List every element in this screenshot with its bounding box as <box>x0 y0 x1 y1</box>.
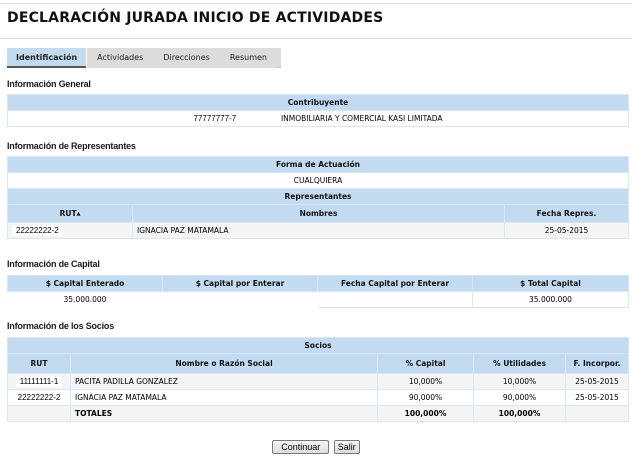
col-fecha-repres[interactable]: Fecha Repres. <box>505 205 629 223</box>
salir-button[interactable]: Salir <box>334 440 360 454</box>
tab-direcciones[interactable]: Direcciones <box>153 48 220 68</box>
tab-actividades[interactable]: Actividades <box>87 48 153 68</box>
contribuyente-name: INMOBILIARIA Y COMERCIAL KASI LIMITADA <box>280 114 443 123</box>
tab-identificacion[interactable]: Identificación <box>7 48 86 68</box>
contribuyente-header: Contribuyente <box>8 95 629 111</box>
representantes-header: Representantes <box>8 189 629 205</box>
rep-fecha: 25-05-2015 <box>505 223 629 239</box>
socio-rut: 22222222-2 <box>8 390 71 406</box>
section-title-socios: Información de los Socios <box>7 321 115 331</box>
tab-bar <box>7 48 281 68</box>
col-nombres[interactable]: Nombres <box>133 205 505 223</box>
section-title-capital: Información de Capital <box>7 259 100 269</box>
section-title-representantes: Información de Representantes <box>7 141 136 151</box>
capital-por-enterar-value <box>163 292 318 308</box>
socio-fecha: 25-05-2015 <box>566 390 629 406</box>
sort-asc-icon: ▲ <box>76 211 81 217</box>
col-socio-rut: RUT <box>8 354 71 374</box>
socio-capital: 90,000% <box>378 390 474 406</box>
tab-resumen[interactable]: Resumen <box>220 48 277 68</box>
col-socio-utilidades: % Utilidades <box>474 354 566 374</box>
action-buttons <box>0 440 632 454</box>
title-divider <box>0 38 632 39</box>
col-capital-enterado: $ Capital Enterado <box>8 276 163 292</box>
col-total-capital: $ Total Capital <box>473 276 629 292</box>
socio-nombre: PACITA PADILLA GONZALEZ <box>71 374 378 390</box>
table-row <box>8 223 629 239</box>
socio-fecha: 25-05-2015 <box>566 374 629 390</box>
contribuyente-rut: 77777777-7 <box>193 114 237 123</box>
socio-utilidades: 10,000% <box>474 374 566 390</box>
totals-label: TOTALES <box>71 406 378 422</box>
rep-rut: 22222222-2 <box>8 223 133 239</box>
socio-utilidades: 90,000% <box>474 390 566 406</box>
rep-nombre: IGNACIA PAZ MATAMALA <box>133 223 505 239</box>
totals-utilidades: 100,000% <box>474 406 566 422</box>
socio-capital: 10,000% <box>378 374 474 390</box>
totals-capital: 100,000% <box>378 406 474 422</box>
table-row <box>8 390 629 406</box>
fecha-capital-value <box>318 292 473 308</box>
col-fecha-capital: Fecha Capital por Enterar <box>318 276 473 292</box>
capital-enterado-value: 35.000.000 <box>8 292 163 308</box>
representantes-table <box>7 156 629 239</box>
col-socio-nombre: Nombre o Razón Social <box>71 354 378 374</box>
contribuyente-row <box>8 111 629 127</box>
socio-nombre: IGNACIA PAZ MATAMALA <box>71 390 378 406</box>
socios-table <box>7 337 629 422</box>
col-socio-fecha: F. Incorpor. <box>566 354 629 374</box>
continuar-button[interactable]: Continuar <box>272 440 329 454</box>
col-capital-por-enterar: $ Capital por Enterar <box>163 276 318 292</box>
capital-table <box>7 275 629 308</box>
totals-row <box>8 406 629 422</box>
forma-actuacion-header: Forma de Actuación <box>8 157 629 173</box>
tab-group-inactive <box>87 48 281 68</box>
section-title-general: Información General <box>7 79 91 89</box>
contribuyente-table <box>7 94 629 127</box>
col-rut-sortable[interactable]: RUT▲ <box>8 205 133 223</box>
top-divider <box>0 3 632 4</box>
socio-rut: 11111111-1 <box>16 376 63 387</box>
socios-header: Socios <box>8 338 629 354</box>
col-socio-capital: % Capital <box>378 354 474 374</box>
total-capital-value: 35.000.000 <box>473 292 629 308</box>
forma-actuacion-value: CUALQUIERA <box>8 173 629 189</box>
table-row <box>8 374 629 390</box>
page-title: DECLARACIÓN JURADA INICIO DE ACTIVIDADES <box>7 10 384 26</box>
